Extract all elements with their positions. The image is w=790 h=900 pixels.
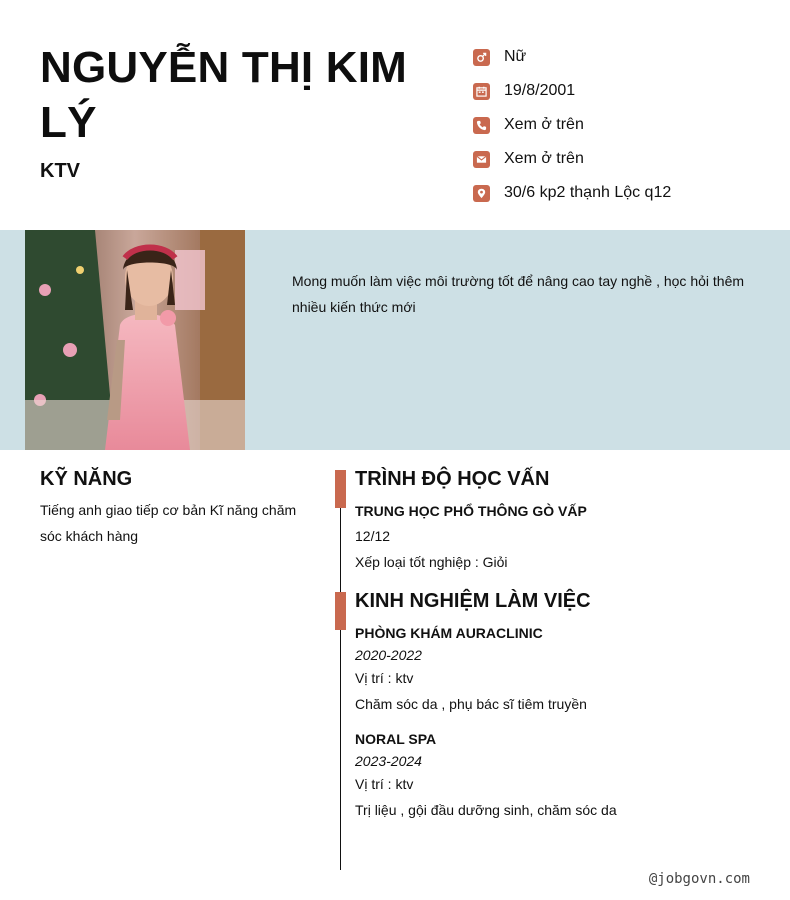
contact-phone <box>473 108 773 142</box>
email-text: Xem ở trên <box>504 150 584 167</box>
school-result: Xếp loại tốt nghiệp : Giỏi <box>355 554 508 570</box>
skills-section <box>40 468 310 549</box>
calendar-icon <box>473 83 490 100</box>
mail-icon <box>473 151 490 168</box>
job-description: Chăm sóc da , phụ bác sĩ tiêm truyền <box>355 696 587 712</box>
education-section <box>355 468 775 575</box>
timeline-line <box>340 470 341 870</box>
experience-marker <box>335 592 346 630</box>
school-name: TRUNG HỌC PHỔ THÔNG GÒ VẤP <box>355 503 587 519</box>
footer-watermark: @jobgovn.com <box>648 871 750 887</box>
contact-gender <box>473 40 773 74</box>
birthday-text: 19/8/2001 <box>504 82 576 99</box>
job-description: Trị liệu , gội đầu dưỡng sinh, chăm sóc da <box>355 802 617 818</box>
education-heading: TRÌNH ĐỘ HỌC VẤN <box>355 468 550 490</box>
school-grade: 12/12 <box>355 528 391 544</box>
phone-text: Xem ở trên <box>504 116 584 133</box>
contact-address <box>473 176 773 210</box>
experience-section <box>355 590 775 823</box>
location-icon <box>473 185 490 202</box>
job-position: Vị trí : ktv <box>355 776 414 792</box>
job-period: 2020-2022 <box>355 647 422 663</box>
company-name: NORAL SPA <box>355 731 437 747</box>
education-marker <box>335 470 346 508</box>
job-entry <box>355 731 775 823</box>
skills-heading: KỸ NĂNG <box>40 468 133 490</box>
gender-text: Nữ <box>504 48 527 65</box>
experience-heading: KINH NGHIỆM LÀM VIỆC <box>355 590 591 612</box>
career-objective: Mong muốn làm việc môi trường tốt để nâng cao tay nghề , học hỏi thêm nhiều kiến thức mới <box>292 273 745 315</box>
contact-email <box>473 142 773 176</box>
job-title: KTV <box>40 160 80 182</box>
candidate-name: NGUYỄN THỊ KIM LÝ <box>40 43 408 147</box>
company-name: PHÒNG KHÁM AURACLINIC <box>355 625 543 641</box>
contact-info <box>473 40 773 210</box>
job-entry <box>355 625 775 717</box>
profile-photo <box>25 230 245 450</box>
skills-text: Tiếng anh giao tiếp cơ bản Kĩ năng chăm sóc khách hàng <box>40 502 297 544</box>
contact-birthday <box>473 74 773 108</box>
gender-icon <box>473 49 490 66</box>
address-text: 30/6 kp2 thạnh Lộc q12 <box>504 184 672 201</box>
job-position: Vị trí : ktv <box>355 670 414 686</box>
phone-icon <box>473 117 490 134</box>
job-period: 2023-2024 <box>355 753 422 769</box>
